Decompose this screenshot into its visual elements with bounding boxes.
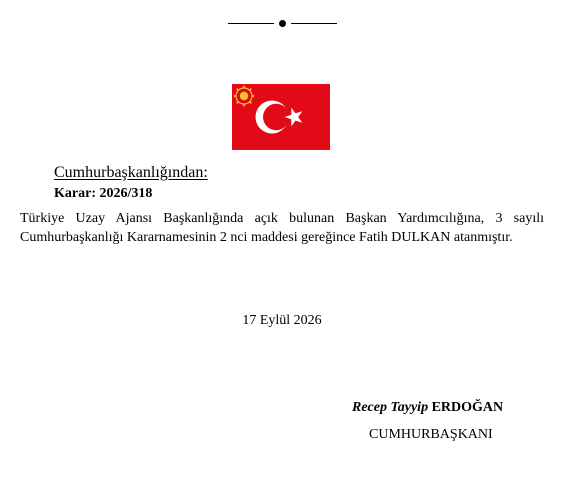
signer-surname: ERDOĞAN [431, 400, 504, 415]
decision-body-text: Türkiye Uzay Ajansı Başkanlığında açık bulunan Başkan Yardımcılığına, 3 sayılı Cumhurbaşkanlığı Kararnamesinin 2 nci maddesi gereğince Fatih DULKAN atanmıştır. [20, 211, 544, 245]
header-separator [0, 16, 564, 30]
separator-line-right [291, 23, 337, 24]
signer-title: CUMHURBAŞKANI [369, 427, 493, 442]
separator-line-left [228, 23, 274, 24]
issuer-heading: Cumhurbaşkanlığından: [54, 164, 208, 181]
signer-given-name: Recep Tayyip [352, 400, 432, 415]
decision-number: Karar: 2026/318 [54, 186, 153, 201]
decision-date: 17 Eylül 2026 [242, 313, 322, 328]
separator-dot-icon [279, 20, 286, 27]
turkish-flag [232, 84, 330, 150]
signer-name [352, 400, 503, 416]
